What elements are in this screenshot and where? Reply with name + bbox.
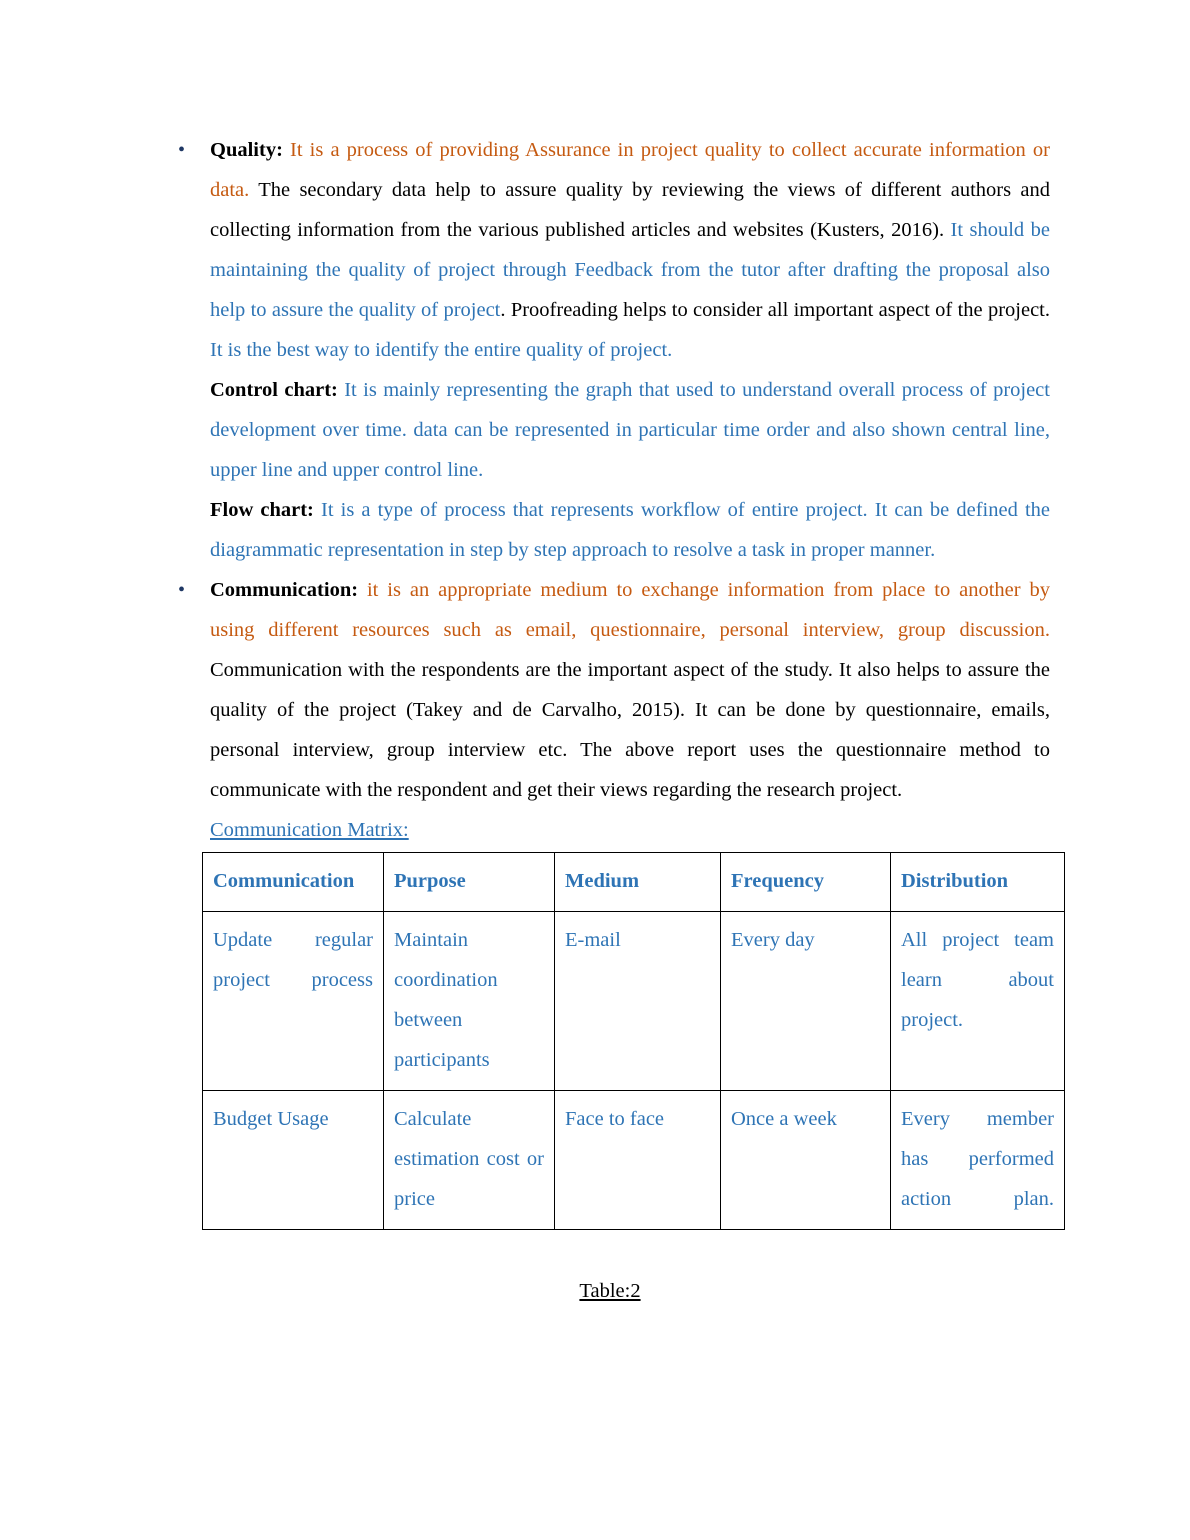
table-header-frequency: Frequency [721,853,891,912]
communication-text-2: Communication with the respondents are the important aspect of the study. It also helps to assure the quality of the project (Takey and de Carvalho, 2015). It can be done by questionnaire, emails, personal interview, group interview etc. The above report uses the questionnaire method to communicate with the respondent and get their views regarding the research project. [210,659,1050,801]
table-header-row [203,853,1065,912]
quality-text-3: It should be maintaining the quality of project through Feedback from the tutor after drafting the proposal also help to assure the quality of project [210,219,1050,321]
cell-purpose: Maintain coordination between participants [384,912,555,1091]
paragraph-control-chart [210,370,1050,490]
communication-label: Communication: [210,579,359,601]
table-caption [170,1276,1050,1306]
communication-text-1: it is an appropriate medium to exchange information from place to another by using different resources such as email, questionnaire, personal interview, group discussion. [210,579,1050,641]
cell-frequency: Every day [721,912,891,1091]
quality-text-1: It is a process of providing Assurance in project quality to collect accurate information or data. [210,139,1050,201]
quality-text-4: . Proofreading helps to consider all important aspect of the project. [500,299,1050,321]
bullet-marker-icon: • [178,579,186,601]
paragraph-communication [210,570,1050,810]
table-row [203,1091,1065,1230]
communication-matrix-title: Communication Matrix: [210,819,409,841]
cell-medium: E-mail [555,912,721,1091]
quality-text-2: The secondary data help to assure quality by reviewing the views of different authors and collecting information from the various published articles and websites (Kusters, 2016). [210,179,1050,241]
cell-purpose: Calculate estimation cost or price [384,1091,555,1230]
cell-communication: Update regular project process [203,912,384,1091]
flow-chart-label: Flow chart: [210,499,314,521]
table-header-distribution: Distribution [891,853,1065,912]
cell-distribution: All project team learn about project. [891,912,1065,1091]
list-item-control-chart [170,370,1050,490]
table-header-communication: Communication [203,853,384,912]
communication-matrix-table [202,852,1065,1230]
table-caption-text: Table:2 [579,1280,641,1302]
cell-frequency: Once a week [721,1091,891,1230]
table-row [203,912,1065,1091]
bullet-marker-icon: • [178,139,186,161]
table-header-purpose: Purpose [384,853,555,912]
list-item-flow-chart [170,490,1050,570]
cell-medium: Face to face [555,1091,721,1230]
quality-text-5: It is the best way to identify the entire quality of project. [210,339,673,361]
flow-chart-text: It is a type of process that represents workflow of entire project. It can be defined the diagrammatic representation in step by step approach to resolve a task in proper manner. [210,499,1051,561]
cell-communication: Budget Usage [203,1091,384,1230]
quality-label: Quality: [210,139,283,161]
list-item-quality [170,130,1050,370]
list-item-communication [170,570,1050,810]
paragraph-quality [210,130,1050,370]
cell-distribution: Every member has performed action plan. [891,1091,1065,1230]
paragraph-flow-chart [210,490,1050,570]
control-chart-label: Control chart: [210,379,338,401]
table-header-medium: Medium [555,853,721,912]
control-chart-text: It is mainly representing the graph that used to understand overall process of project development over time. data can be represented in particular time order and also shown central line, upper line and upper control line. [210,379,1050,481]
bullet-list [170,130,1050,810]
